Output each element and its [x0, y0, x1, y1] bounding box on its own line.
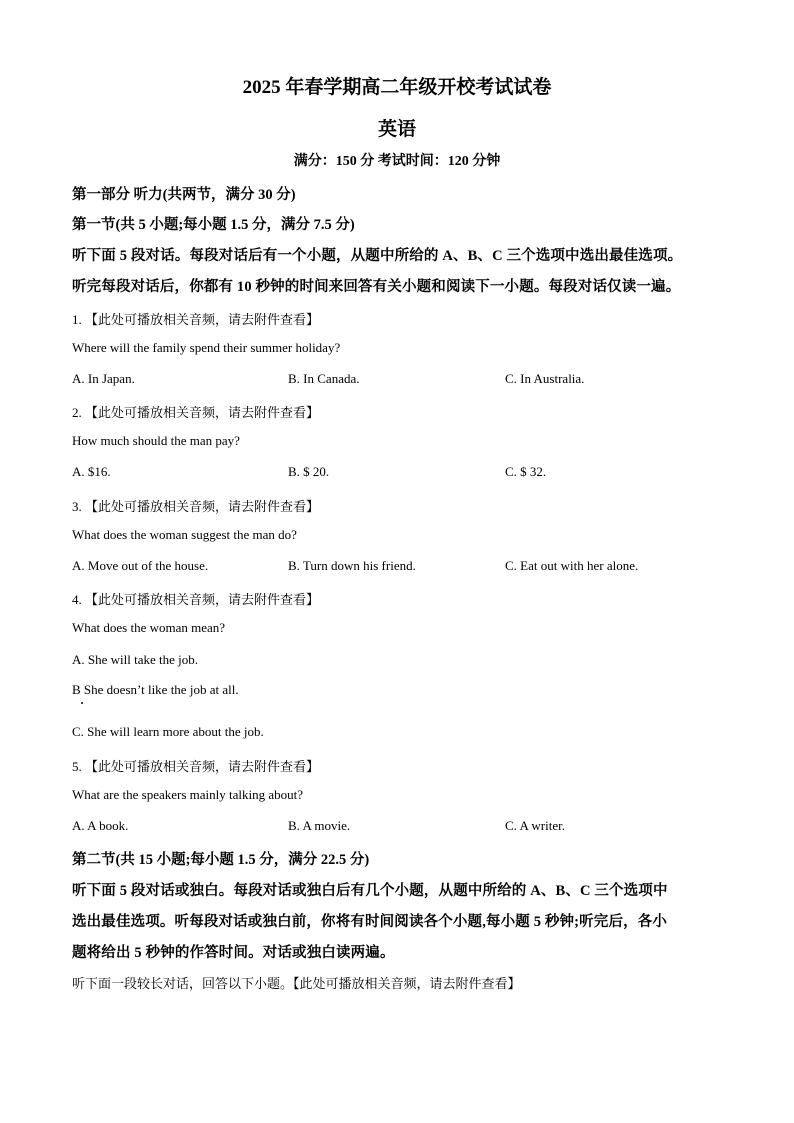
question-3-option-a[interactable]: A. Move out of the house. — [72, 558, 209, 573]
exam-meta: 满分：150 分 考试时间：120 分钟 — [293, 154, 501, 169]
exam-title: 2025 年春学期高二年级开校考试试卷 — [242, 77, 552, 98]
question-1-option-c[interactable]: C. In Australia. — [505, 371, 585, 386]
question-4-option-c[interactable]: C. She will learn more about the job. — [72, 724, 264, 739]
part1-heading: 第一部分 听力(共两节，满分 30 分) — [72, 187, 296, 203]
question-5-option-b[interactable]: B. A movie. — [288, 818, 351, 833]
question-2-text: How much should the man pay? — [72, 433, 240, 448]
stray-dot — [81, 702, 83, 704]
question-1-text: Where will the family spend their summer holiday? — [72, 340, 341, 355]
question-4-option-b[interactable]: B She doesn’t like the job at all. — [72, 682, 239, 697]
question-3-audio-prompt: 3. 【此处可播放相关音频，请去附件查看】 — [72, 499, 320, 514]
question-3-text: What does the woman suggest the man do? — [72, 527, 297, 542]
question-2-option-c[interactable]: C. $ 32. — [505, 464, 547, 479]
section2-instruction-line: 题将给出 5 秒钟的作答时间。对话或独白读两遍。 — [72, 945, 395, 961]
subject-title: 英语 — [377, 119, 416, 140]
question-2-option-a[interactable]: A. $16. — [72, 464, 111, 479]
section2-instruction-line: 听下面 5 段对话或独白。每段对话或独白后有几个小题，从题中所给的 A、B、C 三个选项中 — [72, 883, 668, 899]
question-5-audio-prompt: 5. 【此处可播放相关音频，请去附件查看】 — [72, 759, 320, 774]
section1-instruction-line: 听完每段对话后，你都有 10 秒钟的时间来回答有关小题和阅读下一小题。每段对话仅读一遍。 — [72, 279, 681, 295]
question-5-option-c[interactable]: C. A writer. — [505, 818, 565, 833]
section2-instruction-line: 选出最佳选项。听每段对话或独白前，你将有时间阅读各个小题,每小题 5 秒钟;听完后，各小 — [72, 914, 668, 930]
section1-heading: 第一节(共 5 小题;每小题 1.5 分，满分 7.5 分) — [72, 217, 355, 233]
question-4-option-a[interactable]: A. She will take the job. — [72, 652, 199, 667]
question-1-option-a[interactable]: A. In Japan. — [72, 371, 135, 386]
question-5-option-a[interactable]: A. A book. — [72, 818, 129, 833]
question-3-option-c[interactable]: C. Eat out with her alone. — [505, 558, 639, 573]
question-5-text: What are the speakers mainly talking about? — [72, 787, 304, 802]
question-1-audio-prompt: 1. 【此处可播放相关音频，请去附件查看】 — [72, 312, 320, 327]
section1-instruction-line: 听下面 5 段对话。每段对话后有一个小题，从题中所给的 A、B、C 三个选项中选出最佳选项。 — [72, 248, 683, 264]
question-4-audio-prompt: 4. 【此处可播放相关音频，请去附件查看】 — [72, 592, 320, 607]
section2-heading: 第二节(共 15 小题;每小题 1.5 分，满分 22.5 分) — [72, 852, 370, 868]
question-2-option-b[interactable]: B. $ 20. — [288, 464, 330, 479]
question-4-text: What does the woman mean? — [72, 620, 226, 635]
question-1-option-b[interactable]: B. In Canada. — [288, 371, 360, 386]
question-2-audio-prompt: 2. 【此处可播放相关音频，请去附件查看】 — [72, 405, 320, 420]
section2-audio-note: 听下面一段较长对话，回答以下小题。【此处可播放相关音频，请去附件查看】 — [72, 976, 521, 991]
question-3-option-b[interactable]: B. Turn down his friend. — [288, 558, 416, 573]
